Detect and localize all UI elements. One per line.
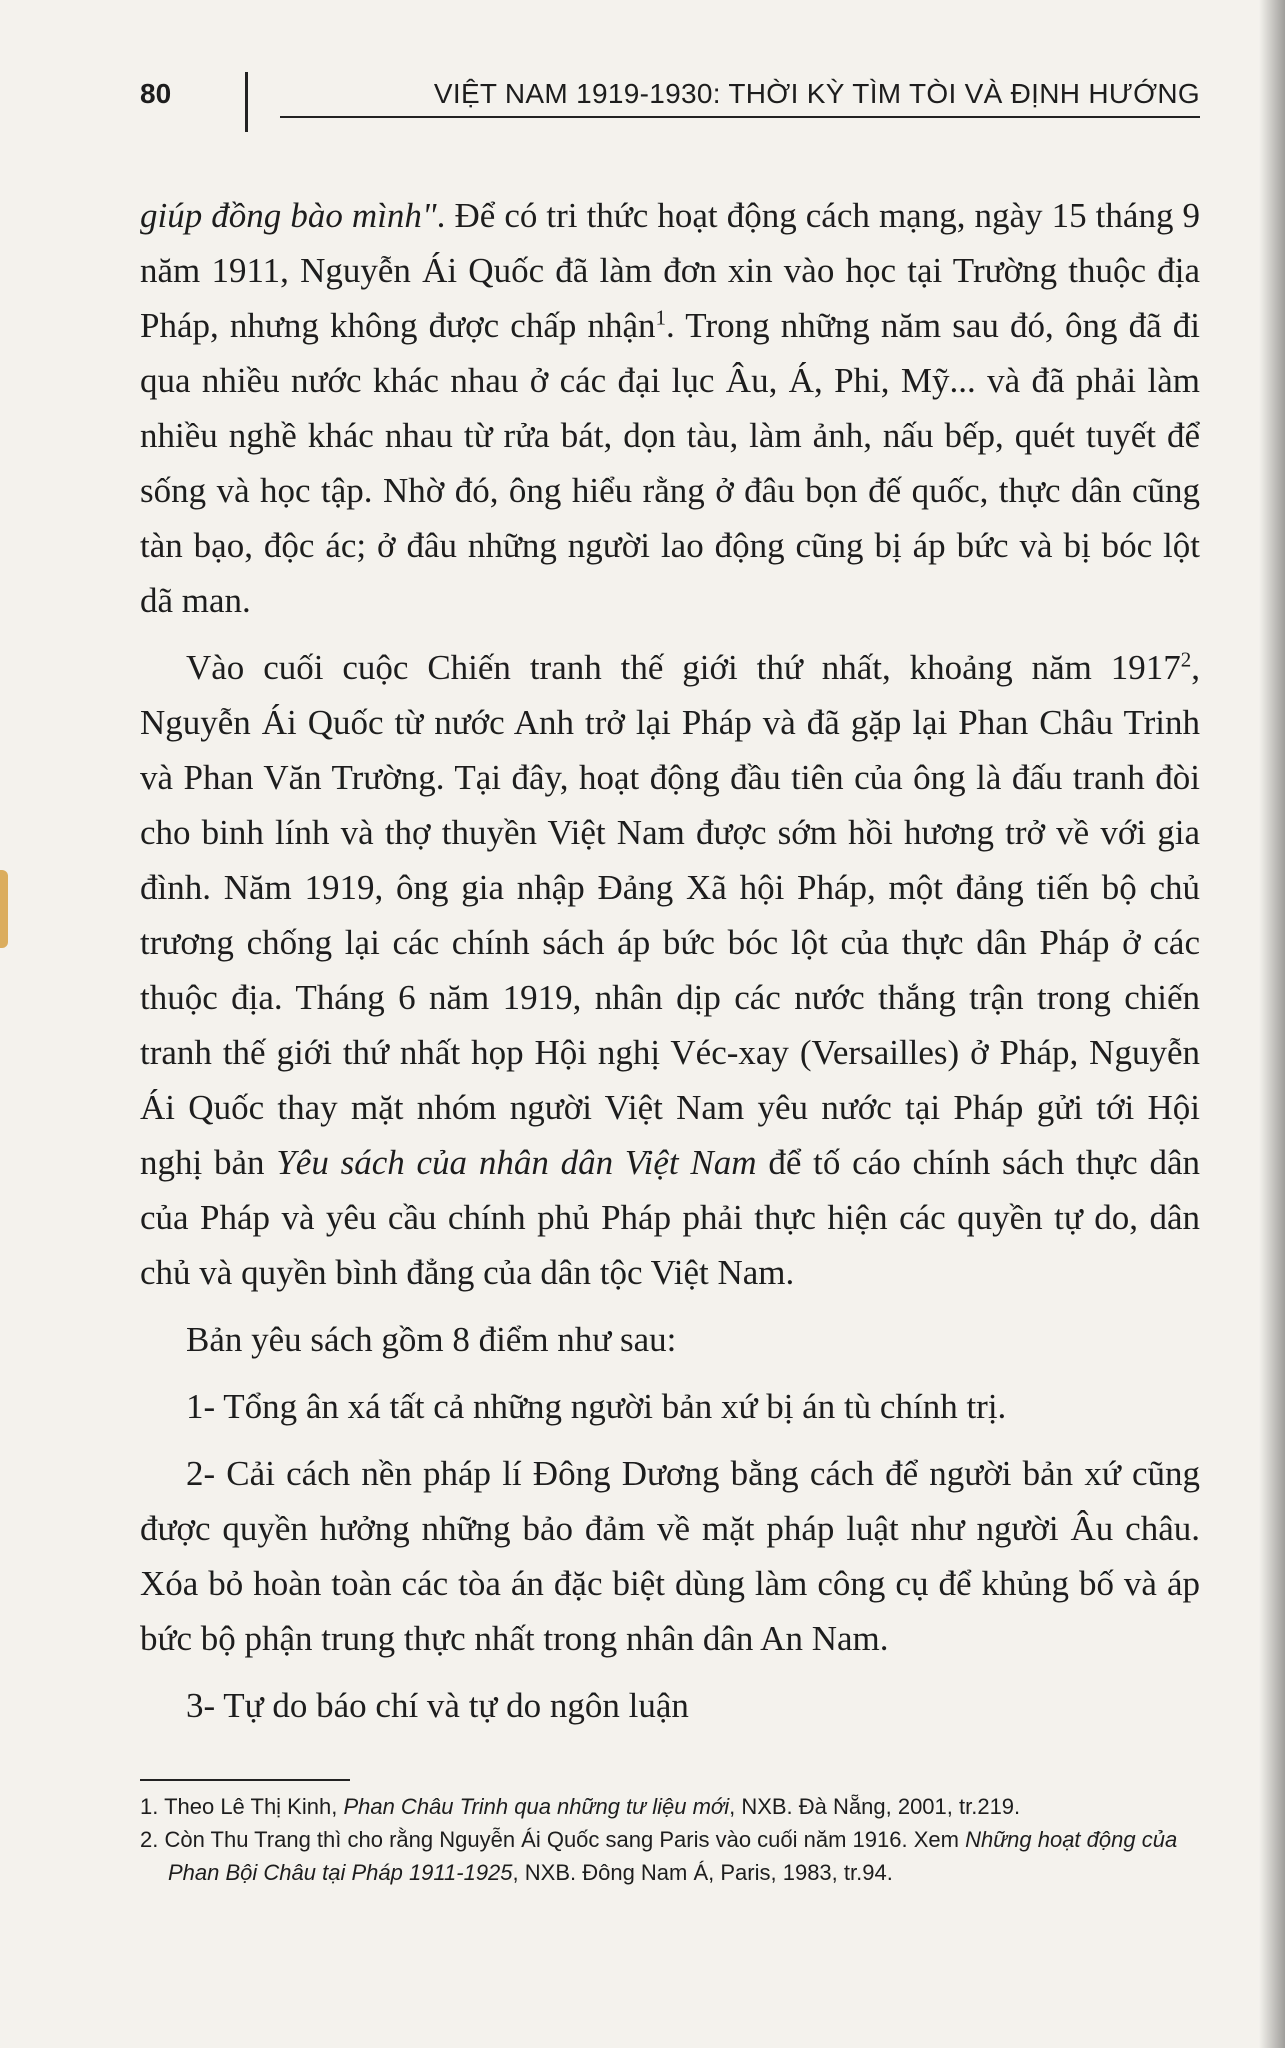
- footnotes: [140, 1790, 1200, 1889]
- document-title: Yêu sách của nhân dân Việt Nam: [276, 1143, 757, 1182]
- header-divider-bar: [245, 72, 248, 132]
- italic-lead: giúp đồng bào mình": [140, 196, 437, 235]
- list-item-3: 3- Tự do báo chí và tự do ngôn luận: [186, 1686, 689, 1725]
- paragraph-2: Vào cuối cuộc Chiến tranh thế giới thứ nhất, khoảng năm 1917$^2$, Nguyễn Ái Quốc từ nước Anh trở lại Pháp và đã gặp lại Phan Châu Trinh và Phan Văn Trường. Tại đây, hoạt động đầu tiên của ông là đấu tranh đòi cho binh lính và thợ thuyền Việt Nam được sớm hồi hương trở về với gia đình. Năm 1919, ông gia nhập Đảng Xã hội Pháp, một đảng tiến bộ chủ trương chống lại các chính sách áp bức bóc lột của thực dân Pháp ở các thuộc địa. Tháng 6 năm 1919, nhân dịp các nước thắng trận trong chiến tranh thế giới thứ nhất họp Hội nghị Véc-xay (Versailles) ở Pháp, Nguyễn Ái Quốc thay mặt nhóm người Việt Nam yêu nước tại Pháp gửi tới Hội nghị bản Yêu sách của nhân dân Việt Nam để tố cáo chính sách thực dân của Pháp và yêu cầu chính phủ Pháp phải thực hiện các quyền tự do, dân chủ và quyền bình đẳng của dân tộc Việt Nam.: [140, 647, 1201, 1292]
- bookmark-tab: [0, 870, 8, 948]
- footnote-2: 2. Còn Thu Trang thì cho rằng Nguyễn Ái Quốc sang Paris vào cuối năm 1916. Xem Những hoạt động của Phan Bội Châu tại Pháp 1911-1925, NXB. Đông Nam Á, Paris, 1983, tr.94.: [140, 1827, 1178, 1885]
- footnote-1: 1. Theo Lê Thị Kinh, Phan Châu Trinh qua những tư liệu mới, NXB. Đà Nẵng, 2001, tr.219.: [140, 1794, 1021, 1819]
- footnote-ref-2: 2: [1180, 647, 1192, 672]
- body-text: [140, 188, 1200, 1745]
- paragraph-1: giúp đồng bào mình". Để có tri thức hoạt động cách mạng, ngày 15 tháng 9 năm 1911, Nguyễn Ái Quốc đã làm đơn xin vào học tại Trường thuộc địa Pháp, nhưng không được chấp nhận$^1$. Trong những năm sau đó, ông đã đi qua nhiều nước khác nhau ở các đại lục Âu, Á, Phi, Mỹ... và đã phải làm nhiều nghề khác nhau từ rửa bát, dọn tàu, làm ảnh, nấu bếp, quét tuyết để sống và học tập. Nhờ đó, ông hiểu rằng ở đâu bọn đế quốc, thực dân cũng tàn bạo, độc ác; ở đâu những người lao động cũng bị áp bức và bị bóc lột dã man.: [140, 196, 1201, 620]
- running-title: VIỆT NAM 1919-1930: THỜI KỲ TÌM TÒI VÀ ĐỊNH HƯỚNG: [433, 78, 1200, 109]
- paragraph-3: Bản yêu sách gồm 8 điểm như sau:: [186, 1320, 677, 1359]
- list-item-1: 1- Tổng ân xá tất cả những người bản xứ bị án tù chính trị.: [186, 1387, 1007, 1426]
- page-number: 80: [140, 78, 172, 109]
- page-edge-shadow: [1259, 0, 1285, 2048]
- footnote-ref-1: 1: [655, 305, 667, 330]
- list-item-2: 2- Cải cách nền pháp lí Đông Dương bằng cách để người bản xứ cũng được quyền hưởng những bảo đảm về mặt pháp luật như người Âu châu. Xóa bỏ hoàn toàn các tòa án đặc biệt dùng làm công cụ để khủng bố và áp bức bộ phận trung thực nhất trong nhân dân An Nam.: [140, 1454, 1200, 1658]
- page-header: [140, 72, 1200, 132]
- header-rule: [280, 116, 1200, 118]
- footnote-rule: [140, 1779, 350, 1781]
